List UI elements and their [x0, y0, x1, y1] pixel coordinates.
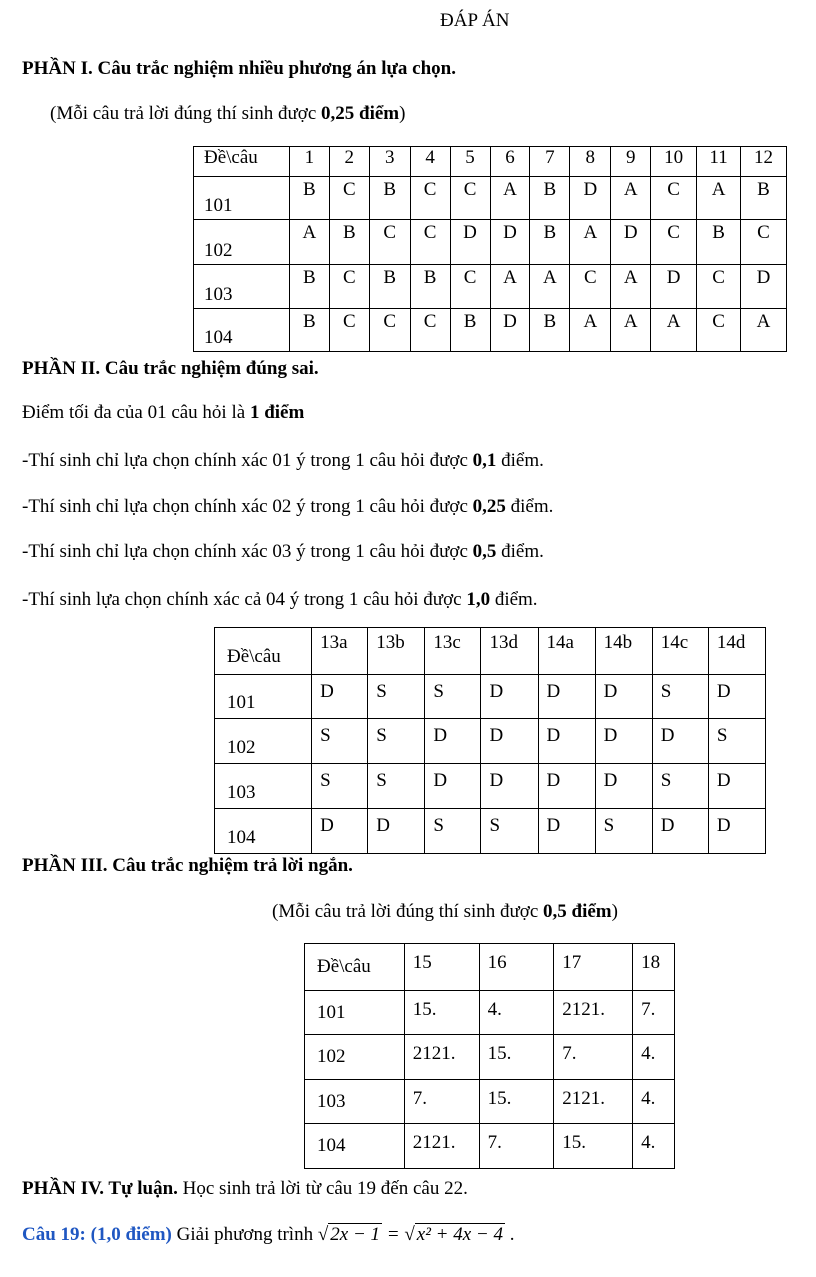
part1-question-number: 6	[490, 147, 530, 177]
part3-exam-code: 102	[305, 1035, 405, 1080]
part2-heading: PHẦN II. Câu trắc nghiệm đúng sai.	[22, 358, 319, 379]
part2-answer-cell: D	[708, 809, 765, 854]
part2-answer-cell: D	[425, 719, 481, 764]
part3-question-number: 18	[633, 944, 675, 991]
part1-answer-cell: D	[490, 309, 530, 352]
part2-answer-cell: D	[538, 809, 595, 854]
part3-exam-code: 103	[305, 1080, 405, 1124]
part1-answer-cell: B	[329, 220, 369, 265]
part2-answer-cell: D	[538, 719, 595, 764]
part2-answer-cell: D	[425, 764, 481, 809]
part1-exam-code: 104	[194, 309, 290, 352]
part1-exam-code: 103	[194, 265, 290, 309]
part3-answer-cell: 15.	[479, 1035, 554, 1080]
part2-answer-cell: S	[368, 764, 425, 809]
part1-answer-table	[193, 146, 787, 352]
part1-answer-cell: B	[369, 265, 410, 309]
part1-row	[194, 309, 787, 352]
part2-answer-table	[214, 627, 766, 854]
part3-row	[305, 1035, 675, 1080]
part3-answer-cell: 2121.	[404, 1035, 479, 1080]
part2-answer-cell: D	[312, 809, 368, 854]
part3-corner-cell: Đề\câu	[305, 944, 405, 991]
part1-answer-cell: C	[741, 220, 787, 265]
part3-note: (Mỗi câu trả lời đúng thí sinh được 0,5 điểm)	[272, 901, 618, 922]
part2-answer-cell: S	[425, 675, 481, 719]
part3-answer-cell: 7.	[554, 1035, 633, 1080]
part2-answer-cell: D	[708, 764, 765, 809]
part1-answer-cell: C	[651, 177, 697, 220]
part2-answer-cell: D	[538, 764, 595, 809]
part1-answer-cell: A	[697, 177, 741, 220]
part2-answer-cell: S	[595, 809, 652, 854]
part2-exam-code: 101	[215, 675, 312, 719]
part1-answer-cell: A	[611, 265, 651, 309]
part1-answer-cell: A	[570, 309, 611, 352]
part1-answer-cell: D	[450, 220, 490, 265]
part2-answer-cell: D	[652, 809, 708, 854]
part2-answer-cell: D	[312, 675, 368, 719]
part1-answer-cell: C	[697, 309, 741, 352]
part3-answer-cell: 7.	[404, 1080, 479, 1124]
part2-answer-cell: D	[595, 719, 652, 764]
part1-answer-cell: C	[329, 177, 369, 220]
part2-row	[215, 764, 766, 809]
part2-answer-cell: S	[368, 719, 425, 764]
part3-answer-cell: 4.	[633, 1124, 675, 1169]
part1-answer-cell: B	[530, 177, 570, 220]
part1-answer-cell: B	[697, 220, 741, 265]
part1-answer-cell: A	[530, 265, 570, 309]
part2-header-row	[215, 628, 766, 675]
part2-answer-cell: S	[368, 675, 425, 719]
part3-answer-cell: 2121.	[554, 991, 633, 1035]
part1-answer-cell: B	[530, 220, 570, 265]
part2-question-number: 14d	[708, 628, 765, 675]
part1-answer-cell: D	[611, 220, 651, 265]
part1-exam-code: 102	[194, 220, 290, 265]
part2-max-score: Điểm tối đa của 01 câu hỏi là 1 điểm	[22, 402, 305, 423]
part2-question-number: 14b	[595, 628, 652, 675]
part3-answer-cell: 15.	[554, 1124, 633, 1169]
part3-answer-cell: 7.	[479, 1124, 554, 1169]
part1-answer-cell: A	[490, 177, 530, 220]
part3-answer-cell: 4.	[633, 1035, 675, 1080]
part1-answer-cell: C	[410, 177, 450, 220]
part2-answer-cell: S	[652, 675, 708, 719]
question-19-label: Câu 19: (1,0 điểm)	[22, 1224, 172, 1245]
part1-answer-cell: B	[289, 265, 329, 309]
part2-answer-cell: S	[652, 764, 708, 809]
part3-row	[305, 1124, 675, 1169]
part1-corner-cell: Đề\câu	[194, 147, 290, 177]
part1-answer-cell: C	[369, 220, 410, 265]
part1-answer-cell: C	[410, 309, 450, 352]
part1-answer-cell: A	[651, 309, 697, 352]
part1-answer-cell: A	[289, 220, 329, 265]
part2-answer-cell: D	[481, 764, 538, 809]
part1-answer-cell: A	[741, 309, 787, 352]
part2-answer-cell: D	[481, 675, 538, 719]
part3-question-number: 16	[479, 944, 554, 991]
part1-answer-cell: C	[450, 177, 490, 220]
part3-answer-table	[304, 943, 675, 1169]
part1-answer-cell: C	[369, 309, 410, 352]
part1-answer-cell: C	[329, 309, 369, 352]
part2-answer-cell: S	[425, 809, 481, 854]
part1-answer-cell: B	[289, 309, 329, 352]
part1-answer-cell: C	[570, 265, 611, 309]
part1-answer-cell: C	[329, 265, 369, 309]
part1-question-number: 4	[410, 147, 450, 177]
scoring-rule: -Thí sinh chỉ lựa chọn chính xác 03 ý trong 1 câu hỏi được 0,5 điểm.	[22, 541, 544, 562]
part3-answer-cell: 7.	[633, 991, 675, 1035]
part1-row	[194, 177, 787, 220]
part1-answer-cell: A	[570, 220, 611, 265]
part1-question-number: 8	[570, 147, 611, 177]
part2-row	[215, 675, 766, 719]
part2-question-number: 13d	[481, 628, 538, 675]
part1-question-number: 2	[329, 147, 369, 177]
part3-answer-cell: 2121.	[554, 1080, 633, 1124]
part1-answer-cell: D	[741, 265, 787, 309]
part1-question-number: 12	[741, 147, 787, 177]
part2-answer-cell: D	[368, 809, 425, 854]
part2-question-number: 13b	[368, 628, 425, 675]
part2-question-number: 13c	[425, 628, 481, 675]
part2-answer-cell: D	[595, 764, 652, 809]
part4-heading: PHẦN IV. Tự luận. Học sinh trả lời từ câu 19 đến câu 22.	[22, 1178, 468, 1199]
part1-exam-code: 101	[194, 177, 290, 220]
part2-answer-cell: D	[595, 675, 652, 719]
part1-answer-cell: A	[611, 177, 651, 220]
part1-answer-cell: B	[289, 177, 329, 220]
part1-question-number: 9	[611, 147, 651, 177]
scoring-rule: -Thí sinh chỉ lựa chọn chính xác 02 ý trong 1 câu hỏi được 0,25 điểm.	[22, 496, 554, 517]
part2-answer-cell: D	[652, 719, 708, 764]
part3-header-row	[305, 944, 675, 991]
part3-answer-cell: 4.	[479, 991, 554, 1035]
part1-header-row	[194, 147, 787, 177]
part1-heading: PHẦN I. Câu trắc nghiệm nhiều phương án lựa chọn.	[22, 58, 456, 79]
part1-answer-cell: B	[410, 265, 450, 309]
part1-answer-cell: B	[369, 177, 410, 220]
part1-question-number: 10	[651, 147, 697, 177]
part3-answer-cell: 15.	[404, 991, 479, 1035]
part3-heading: PHẦN III. Câu trắc nghiệm trả lời ngắn.	[22, 855, 353, 876]
part1-question-number: 3	[369, 147, 410, 177]
part1-row	[194, 265, 787, 309]
part2-exam-code: 103	[215, 764, 312, 809]
part3-row	[305, 991, 675, 1035]
part2-answer-cell: D	[708, 675, 765, 719]
part2-row	[215, 809, 766, 854]
part1-answer-cell: D	[490, 220, 530, 265]
part1-answer-cell: C	[697, 265, 741, 309]
part2-question-number: 13a	[312, 628, 368, 675]
part1-note: (Mỗi câu trả lời đúng thí sinh được 0,25 điểm)	[50, 103, 406, 124]
part1-answer-cell: C	[410, 220, 450, 265]
part2-answer-cell: S	[312, 764, 368, 809]
part3-row	[305, 1080, 675, 1124]
part1-answer-cell: D	[651, 265, 697, 309]
part1-row	[194, 220, 787, 265]
part2-exam-code: 104	[215, 809, 312, 854]
part3-answer-cell: 4.	[633, 1080, 675, 1124]
equation: √ 2x − 1 = √ x² + 4x − 4	[317, 1224, 504, 1245]
part2-question-number: 14a	[538, 628, 595, 675]
part3-answer-cell: 15.	[479, 1080, 554, 1124]
part1-question-number: 11	[697, 147, 741, 177]
part1-answer-cell: B	[450, 309, 490, 352]
part1-answer-cell: B	[741, 177, 787, 220]
part3-exam-code: 104	[305, 1124, 405, 1169]
part2-answer-cell: S	[481, 809, 538, 854]
part1-answer-cell: A	[611, 309, 651, 352]
part2-question-number: 14c	[652, 628, 708, 675]
part3-question-number: 17	[554, 944, 633, 991]
part1-answer-cell: D	[570, 177, 611, 220]
part1-question-number: 1	[289, 147, 329, 177]
part2-answer-cell: D	[481, 719, 538, 764]
part1-question-number: 7	[530, 147, 570, 177]
part1-question-number: 5	[450, 147, 490, 177]
part2-answer-cell: S	[312, 719, 368, 764]
page-title: ĐÁP ÁN	[440, 10, 510, 31]
part1-answer-cell: C	[651, 220, 697, 265]
scoring-rule: -Thí sinh lựa chọn chính xác cả 04 ý trong 1 câu hỏi được 1,0 điểm.	[22, 589, 538, 610]
part2-answer-cell: S	[708, 719, 765, 764]
scoring-rule: -Thí sinh chỉ lựa chọn chính xác 01 ý trong 1 câu hỏi được 0,1 điểm.	[22, 450, 544, 471]
part1-answer-cell: B	[530, 309, 570, 352]
part1-answer-cell: A	[490, 265, 530, 309]
part2-corner-cell: Đề\câu	[215, 628, 312, 675]
part3-exam-code: 101	[305, 991, 405, 1035]
part2-exam-code: 102	[215, 719, 312, 764]
part3-answer-cell: 2121.	[404, 1124, 479, 1169]
part2-row	[215, 719, 766, 764]
question-19: Câu 19: (1,0 điểm) Giải phương trình √ 2x − 1 = √ x² + 4x − 4 .	[22, 1224, 515, 1245]
part2-answer-cell: D	[538, 675, 595, 719]
part3-question-number: 15	[404, 944, 479, 991]
part1-answer-cell: C	[450, 265, 490, 309]
